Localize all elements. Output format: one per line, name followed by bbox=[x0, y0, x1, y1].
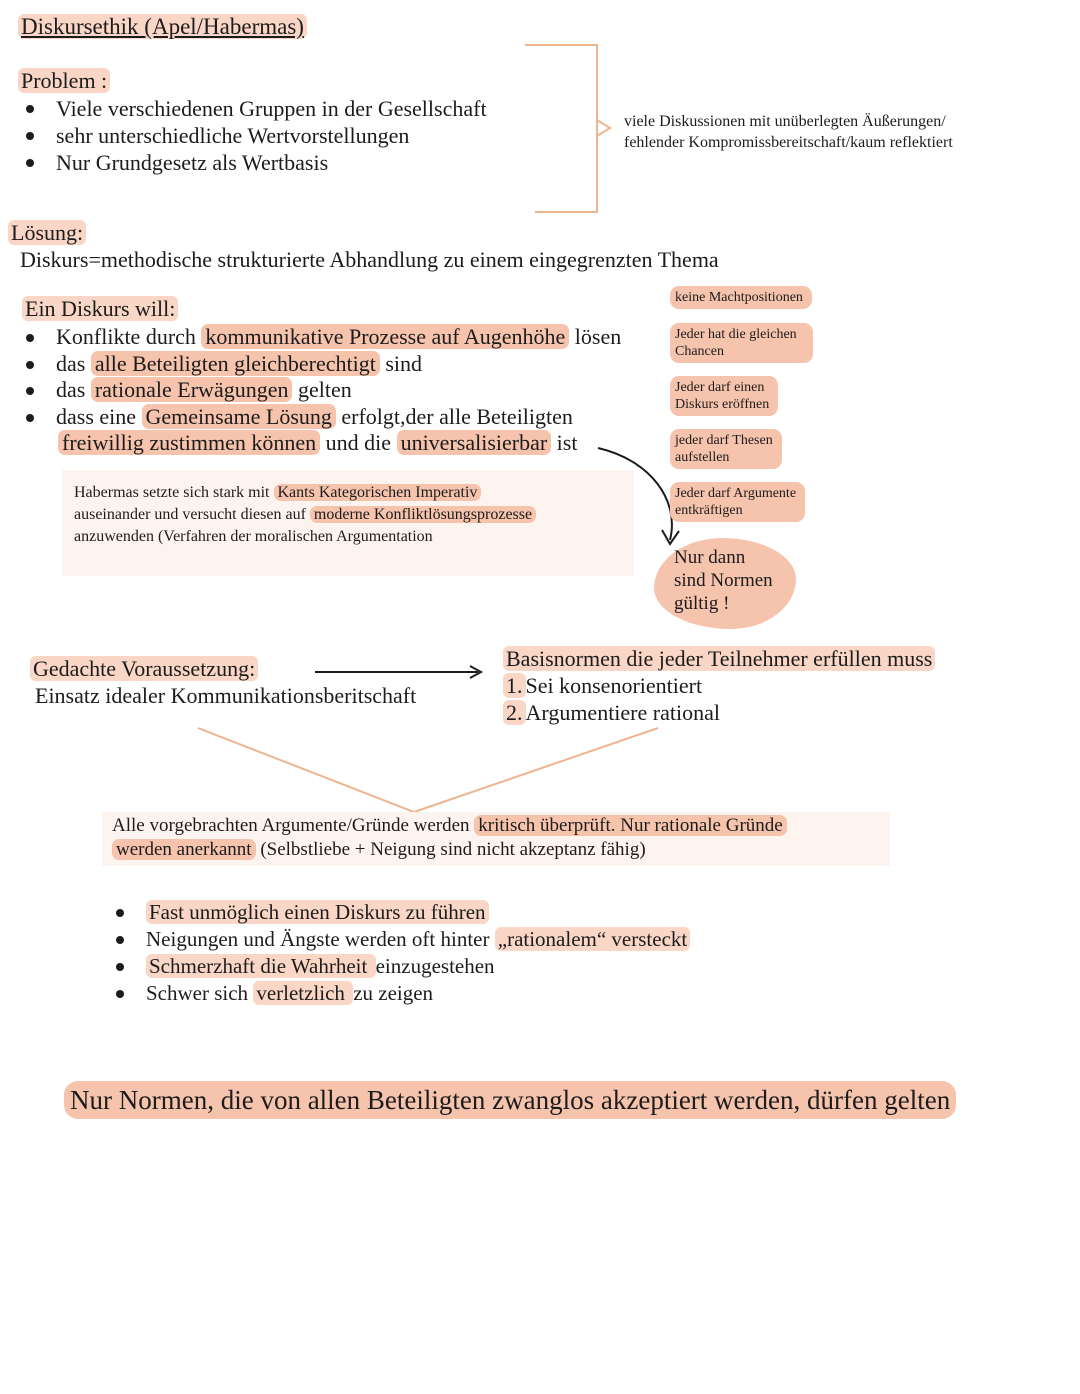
condition-tag: Jeder darf Argumente entkräftigen bbox=[670, 482, 805, 522]
list-item: Konflikte durch kommunikative Prozesse auf Augenhöhe lösen bbox=[18, 324, 621, 351]
v-connector bbox=[198, 728, 658, 812]
list-item: Viele verschiedenen Gruppen in der Gesellschaft bbox=[18, 95, 487, 122]
problem-bracket-tip bbox=[597, 120, 610, 136]
condition-tag: Jeder hat die gleichen Chancen bbox=[670, 323, 813, 363]
list-item: Schmerzhaft die Wahrheit einzugestehen bbox=[108, 953, 690, 980]
basic-norms-heading: Basisnormen die jeder Teilnehmer erfüllen muss bbox=[503, 645, 935, 672]
list-item: Schwer sich verletzlich zu zeigen bbox=[108, 980, 690, 1007]
list-item: dass eine Gemeinsame Lösung erfolgt,der alle Beteiligten bbox=[18, 404, 621, 431]
condition-tag: jeder darf Thesen aufstellen bbox=[670, 429, 782, 469]
solution-definition: Diskurs=methodische strukturierte Abhandlung zu einem eingegrenzten Thema bbox=[20, 247, 719, 272]
basic-norm-2: 2. Argumentiere rational bbox=[503, 699, 935, 726]
solution-heading: Lösung: bbox=[8, 220, 86, 246]
list-item: Neigungen und Ängste werden oft hinter „rationalem“ versteckt bbox=[108, 926, 690, 953]
problem-heading: Problem : bbox=[18, 68, 110, 94]
problem-bracket bbox=[525, 45, 597, 212]
list-item: das rationale Erwägungen gelten bbox=[18, 377, 621, 404]
conclusion: Nur Normen, die von allen Beteiligten zwanglos akzeptiert werden, dürfen gelten bbox=[64, 1081, 956, 1119]
list-item: Fast unmöglich einen Diskurs zu führen bbox=[108, 899, 690, 926]
condition-tag: keine Machtpositionen bbox=[670, 286, 812, 309]
page-title: Diskursethik (Apel/Habermas) bbox=[18, 14, 307, 40]
condition-tag: Jeder darf einen Diskurs eröffnen bbox=[670, 376, 778, 416]
problem-consequence: viele Diskussionen mit unüberlegten Äußerungen/ fehlender Kompromissbereitschaft/kaum reflektiert bbox=[624, 113, 953, 151]
list-item: das alle Beteiligten gleichberechtigt sind bbox=[18, 351, 621, 378]
assumption-heading: Gedachte Voraussetzung: bbox=[30, 656, 258, 682]
validity-blob: Nur dann sind Normen gültig ! bbox=[654, 538, 796, 629]
problem-list bbox=[18, 95, 487, 176]
argument-check: Alle vorgebrachten Argumente/Gründe werden kritisch überprüft. Nur rationale Gründe werden anerkannt (Selbstliebe + Neigung sind nicht akzeptanz fähig) bbox=[112, 814, 787, 862]
discourse-heading: Ein Diskurs will: bbox=[22, 296, 178, 322]
list-item: sehr unterschiedliche Wertvorstellungen bbox=[18, 122, 487, 149]
basic-norm-1: 1. Sei konsenorientiert bbox=[503, 672, 935, 699]
assumption-text: Einsatz idealer Kommunikationsberitschaft bbox=[35, 683, 417, 708]
list-item: Nur Grundgesetz als Wertbasis bbox=[18, 149, 487, 176]
criticism-list bbox=[108, 899, 690, 1007]
basic-norms bbox=[503, 645, 935, 726]
discourse-list-continuation: freiwillig zustimmen können und die universalisierbar ist bbox=[58, 430, 577, 456]
discourse-list bbox=[18, 324, 621, 430]
habermas-note: Habermas setzte sich stark mit Kants Kategorischen Imperativ auseinander und versucht diesen auf moderne Konfliktlösungsprozesse anzuwenden (Verfahren der moralischen Argumentation bbox=[74, 482, 536, 548]
